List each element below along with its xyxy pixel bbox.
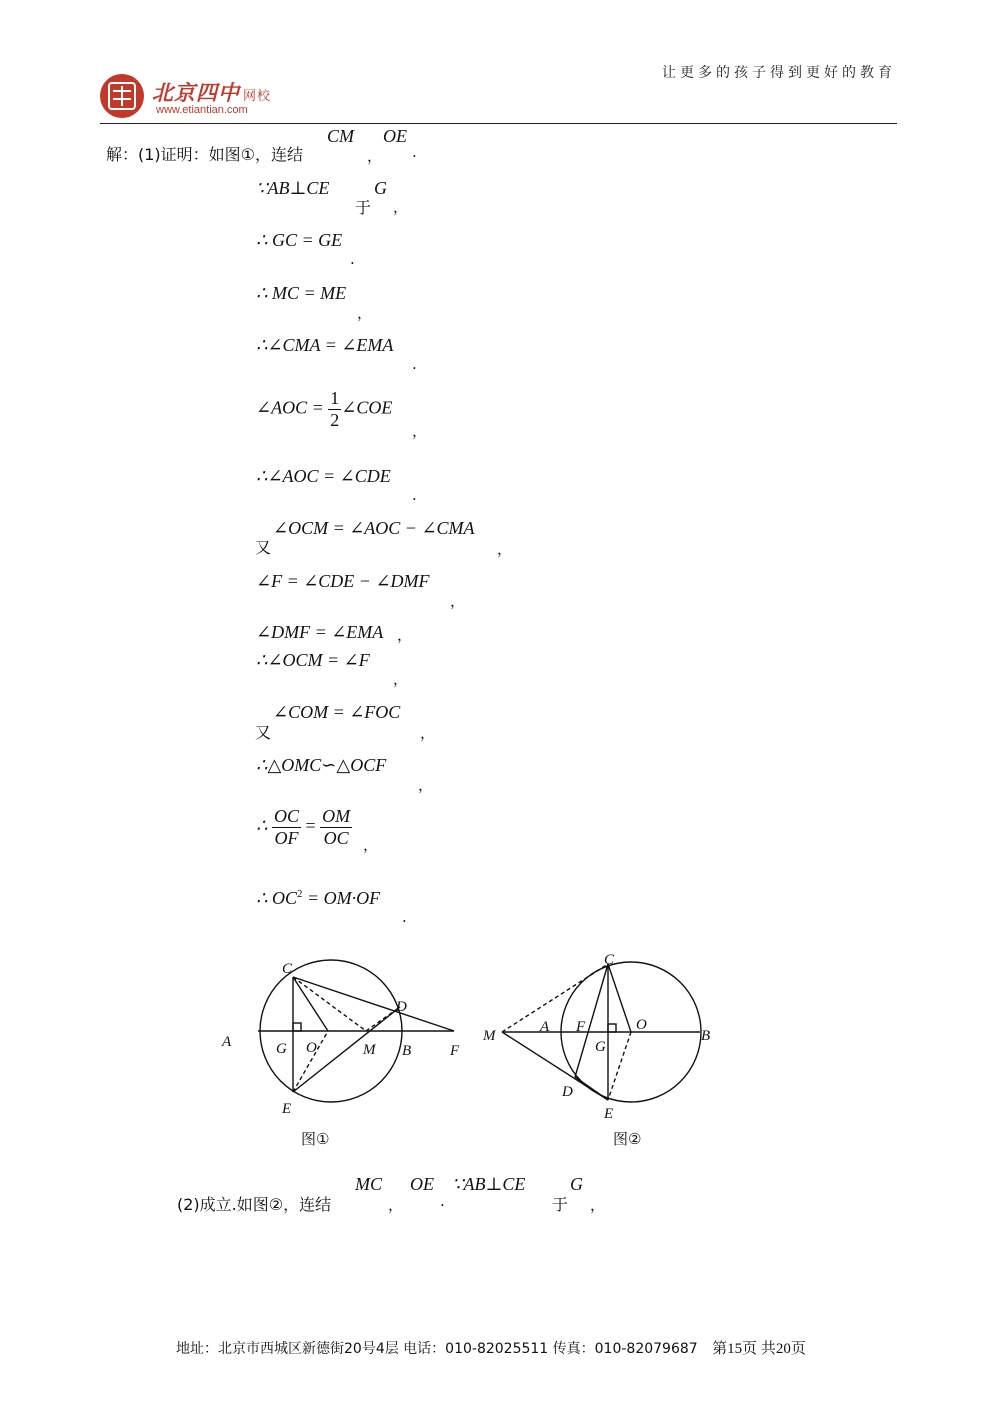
figure-2-caption: 图② [613, 1130, 642, 1148]
fig2-label-e: E [604, 1106, 614, 1122]
fig1-label-b: B [402, 1043, 412, 1059]
step-angle-dmf: ∠DMF = ∠EMA [256, 622, 384, 642]
fig1-label-f: F [450, 1043, 460, 1059]
part2-segment-mc: MC [355, 1174, 382, 1194]
logo-url: www.etiantian.com [156, 104, 248, 116]
period: . [412, 486, 417, 504]
comma: ， [393, 198, 409, 216]
comma: ， [418, 776, 434, 794]
period: . [350, 250, 355, 268]
school-logo [100, 74, 300, 124]
fig1-label-o: O [306, 1040, 317, 1056]
fig2-label-d: D [562, 1084, 573, 1100]
fig1-label-g: G [276, 1041, 287, 1057]
fig2-label-a: A [540, 1019, 550, 1035]
fig2-label-c: C [604, 952, 615, 968]
fig2-label-g: G [595, 1039, 606, 1055]
comma: ， [363, 836, 379, 854]
part2-yu: 于 [552, 1195, 569, 1214]
fig2-label-m: M [483, 1028, 496, 1044]
comma: ， [397, 626, 413, 644]
fig1-label-e: E [282, 1101, 292, 1117]
fig1-label-d: D [396, 999, 407, 1015]
period: . [412, 355, 417, 373]
period: . [440, 1192, 445, 1210]
step-angle-f: ∠F = ∠CDE − ∠DMF [256, 571, 430, 591]
fig2-label-b: B [701, 1028, 711, 1044]
step-point-g: G [374, 178, 387, 198]
figure-2 [502, 962, 701, 1102]
part2-perpendicular: ∵AB⊥CE [452, 1174, 526, 1194]
word-you-2: 又 [255, 723, 272, 742]
page-number: 第15页 共20页 [712, 1341, 806, 1357]
figure-1 [258, 960, 454, 1102]
comma: ， [357, 304, 373, 322]
step-angle-ocm-f: ∴∠OCM = ∠F [256, 650, 370, 670]
step-yu: 于 [355, 198, 372, 217]
part2-intro: (2)成立.如图②，连结 [177, 1195, 332, 1214]
fig1-label-c: C [282, 961, 293, 977]
comma: ， [412, 422, 428, 440]
step-angle-aoc-half: ∠AOC = $\frac{1}{2}$ ∠COE [256, 388, 393, 430]
intro-segment-cm: CM [327, 126, 354, 146]
step-angle-ocm: ∠OCM = ∠AOC − ∠CMA [273, 518, 475, 538]
page-footer [176, 1337, 806, 1358]
comma: ， [388, 1196, 404, 1214]
step-ratio: ∴ $\frac{OC}{OF}$ = $\frac{OM}{OC}$ [256, 806, 351, 848]
comma: ， [590, 1196, 606, 1214]
comma: ， [393, 670, 409, 688]
fig1-label-m: M [363, 1042, 376, 1058]
period: . [402, 908, 407, 926]
logo-name: 北京四中 网校 [152, 81, 272, 105]
step-angle-com-foc: ∠COM = ∠FOC [273, 702, 401, 722]
figure-1-caption: 图① [301, 1130, 330, 1148]
step-oc-squared: ∴ $OC^2 = OM\cdot OF$ [256, 888, 381, 908]
geometry-figures [210, 945, 730, 1155]
header-slogan: 让更多的孩子得到更好的教育 [662, 65, 896, 81]
step-similar-triangles: ∴△OMC∽△OCF [256, 755, 387, 775]
step-perpendicular: ∵AB⊥CE [256, 178, 330, 198]
fig2-label-o: O [636, 1017, 647, 1033]
logo-emblem-icon [100, 74, 144, 118]
part2-point-g: G [570, 1174, 583, 1194]
header-divider [100, 123, 897, 124]
step-mc-me: ∴ MC = ME [256, 283, 347, 303]
period: . [412, 143, 417, 161]
intro-segment-oe: OE [383, 126, 407, 146]
fig2-label-f: F [576, 1019, 586, 1035]
solution-intro: 解：(1)证明：如图①，连结 [106, 145, 304, 164]
part2-segment-oe: OE [410, 1174, 434, 1194]
footer-address: 地址：北京市西城区新德街20号4层 电话：010-82025511 传真：010-82079687 [176, 1341, 698, 1357]
comma: ， [497, 540, 513, 558]
comma: ， [420, 724, 436, 742]
step-gc-ge: ∴ GC = GE [256, 230, 343, 250]
fig1-label-a: A [222, 1034, 232, 1050]
comma: ， [367, 147, 383, 165]
step-angle-cma-ema: ∴∠CMA = ∠EMA [256, 335, 394, 355]
comma: ， [450, 592, 466, 610]
word-you: 又 [255, 538, 272, 557]
step-angle-aoc-cde: ∴∠AOC = ∠CDE [256, 466, 391, 486]
